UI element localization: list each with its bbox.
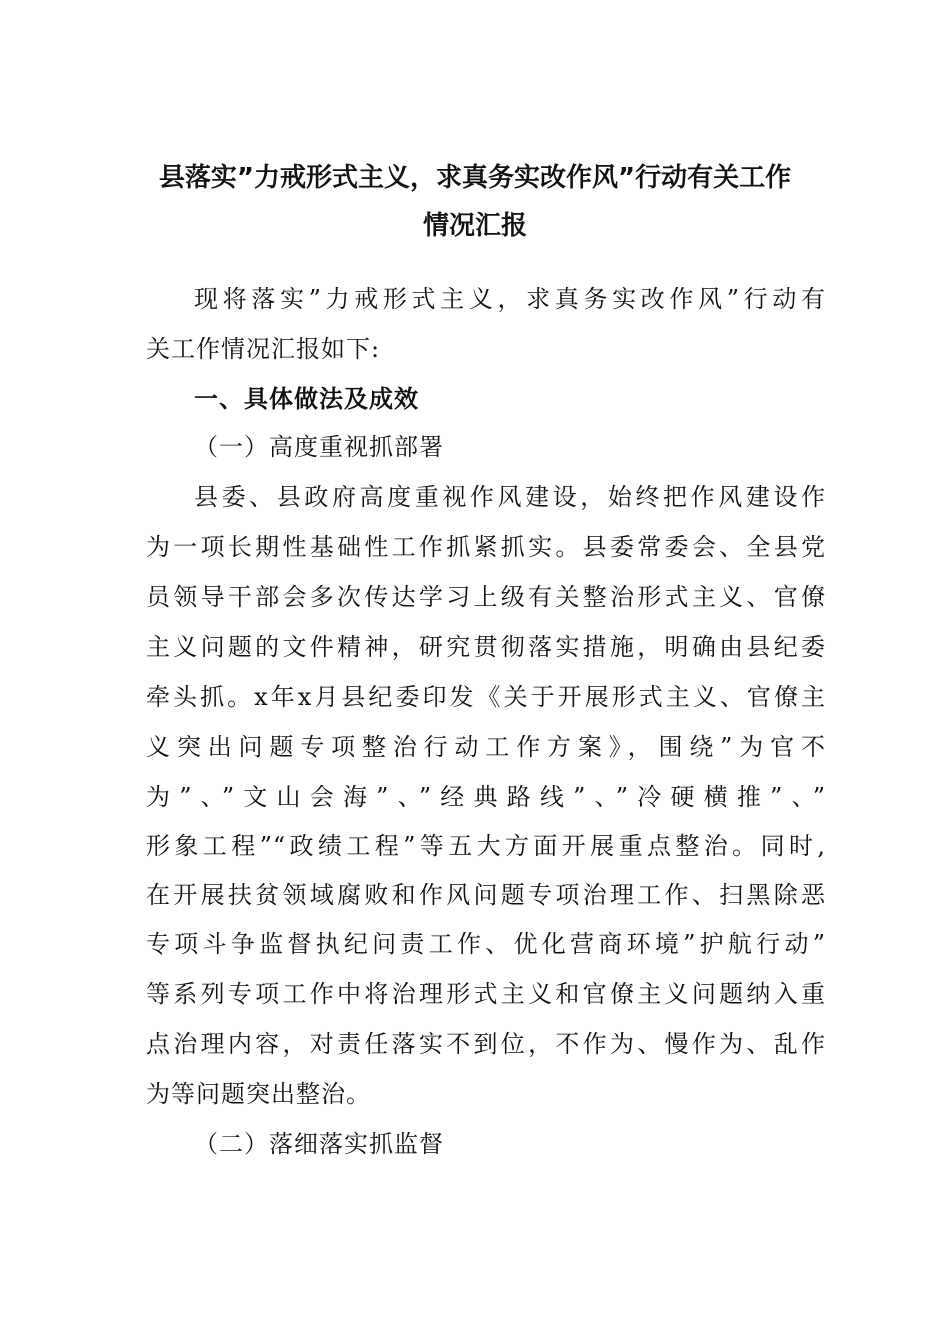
intro-line: 关工作情况汇报如下: [146,335,381,363]
paragraph-line: 县委、县政府高度重视作风建设，始终把作风建设作 [194,483,826,511]
paragraph-line: 点治理内容，对责任落实不到位，不作为、慢作为、乱作 [146,1030,826,1058]
subsection-heading: （一）高度重视抓部署 [194,433,444,461]
subsection-heading: （二）落细落实抓监督 [194,1130,444,1158]
section-heading: 一、具体做法及成效 [194,385,419,413]
paragraph-line: 为等问题突出整治。 [146,1080,371,1108]
document-title-line-1: 县落实”力戒形式主义，求真务实改作风”行动有关工作 [158,163,792,193]
paragraph-line: 员领导干部会多次传达学习上级有关整治形式主义、官僚 [146,583,826,611]
paragraph-line: 义突出问题专项整治行动工作方案》，围绕”为官不 [146,733,826,761]
paragraph-line: 专项斗争监督执纪问责工作、优化营商环境”护航行动” [146,930,826,958]
paragraph-line: 主义问题的文件精神，研究贯彻落实措施，明确由县纪委 [146,633,826,661]
paragraph-line: 为一项长期性基础性工作抓紧抓实。县委常委会、全县党 [146,533,826,561]
paragraph-line: 等系列专项工作中将治理形式主义和官僚主义问题纳入重 [146,980,826,1008]
paragraph-line: 牵头抓。x年x月县纪委印发《关于开展形式主义、官僚主 [146,683,826,711]
paragraph-line: 在开展扶贫领域腐败和作风问题专项治理工作、扫黑除恶 [146,881,826,909]
paragraph-line: 形象工程”“政绩工程”等五大方面开展重点整治。同时, [146,832,826,860]
document-title-line-2: 情况汇报 [422,211,527,241]
intro-line: 现将落实”力戒形式主义，求真务实改作风”行动有 [194,285,826,313]
paragraph-line: 为”、”文山会海”、”经典路线”、”冷硬横推”、” [146,783,826,811]
